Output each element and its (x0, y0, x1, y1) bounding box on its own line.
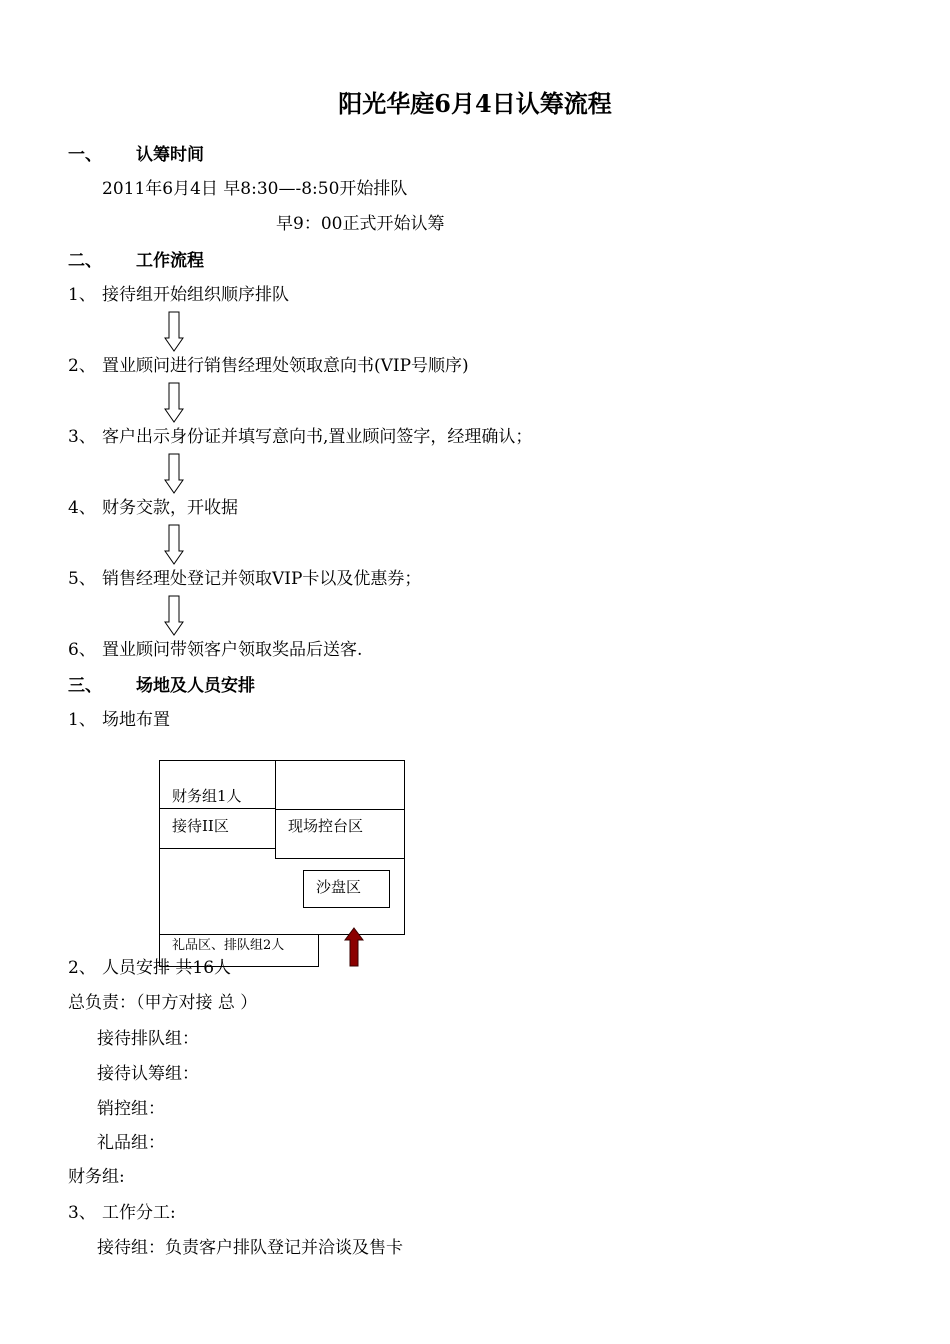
page-title: 阳光华庭6月4日认筹流程 (338, 89, 612, 118)
step-4-number: 4、 (68, 498, 96, 518)
gift-zone-label: 礼品区、排队组2人 (172, 938, 285, 953)
control-zone-label: 现场控台区 (288, 817, 364, 835)
section-3-heading: 场地及人员安排 (136, 676, 255, 696)
sandtable-zone-label: 沙盘区 (316, 878, 362, 896)
sub-3-text: 工作分工: (102, 1203, 176, 1223)
step-1-text: 接待组开始组织顺序排队 (102, 285, 289, 305)
flow-down-arrow-icon (164, 383, 184, 423)
section-2-heading: 工作流程 (136, 251, 204, 271)
schedule-line-2: 早9：00正式开始认筹 (276, 214, 445, 234)
staff-head: 总负责：（甲方对接 总 ） (68, 993, 258, 1013)
section-1-heading: 认筹时间 (136, 145, 204, 165)
upper-right-zone (275, 760, 405, 810)
step-3-text: 客户出示身份证并填写意向书,置业顾问签字，经理确认； (102, 427, 533, 447)
step-2-number: 2、 (68, 356, 96, 376)
sub-2-number: 2、 (68, 958, 96, 978)
sub-1-number: 1、 (68, 710, 96, 730)
staff-sales-control-group: 销控组： (97, 1099, 165, 1119)
flow-down-arrow-icon (164, 596, 184, 636)
step-6-text: 置业顾问带领客户领取奖品后送客. (102, 640, 363, 660)
staff-gift-group: 礼品组： (97, 1133, 165, 1153)
staff-subscribe-group: 接待认筹组： (97, 1064, 199, 1084)
section-1-number: 一、 (68, 145, 102, 165)
sub-3-number: 3、 (68, 1203, 96, 1223)
flow-down-arrow-icon (164, 525, 184, 565)
step-3-number: 3、 (68, 427, 96, 447)
step-6-number: 6、 (68, 640, 96, 660)
duty-reception: 接待组：负责客户排队登记并洽谈及售卡 (97, 1238, 403, 1258)
step-2-text: 置业顾问进行销售经理处领取意向书(VIP号顺序) (102, 356, 469, 376)
step-4-text: 财务交款，开收据 (102, 498, 238, 518)
step-1-number: 1、 (68, 285, 96, 305)
staff-queue-group: 接待排队组： (97, 1029, 199, 1049)
staff-finance-group: 财务组: (68, 1167, 125, 1187)
finance-zone-label: 财务组1人 (172, 787, 242, 805)
reception-2-zone-label: 接待II区 (172, 817, 229, 835)
step-5-text: 销售经理处登记并领取VIP卡以及优惠券； (102, 569, 422, 589)
entrance-up-arrow-icon (344, 927, 364, 967)
step-5-number: 5、 (68, 569, 96, 589)
section-3-number: 三、 (68, 676, 102, 696)
sub-2-text: 人员安排 共16人 (102, 958, 232, 978)
section-2-number: 二、 (68, 251, 102, 271)
flow-down-arrow-icon (164, 312, 184, 352)
schedule-line-1: 2011年6月4日 早8:30—-8:50开始排队 (102, 179, 408, 199)
sub-1-text: 场地布置 (102, 710, 170, 730)
flow-down-arrow-icon (164, 454, 184, 494)
